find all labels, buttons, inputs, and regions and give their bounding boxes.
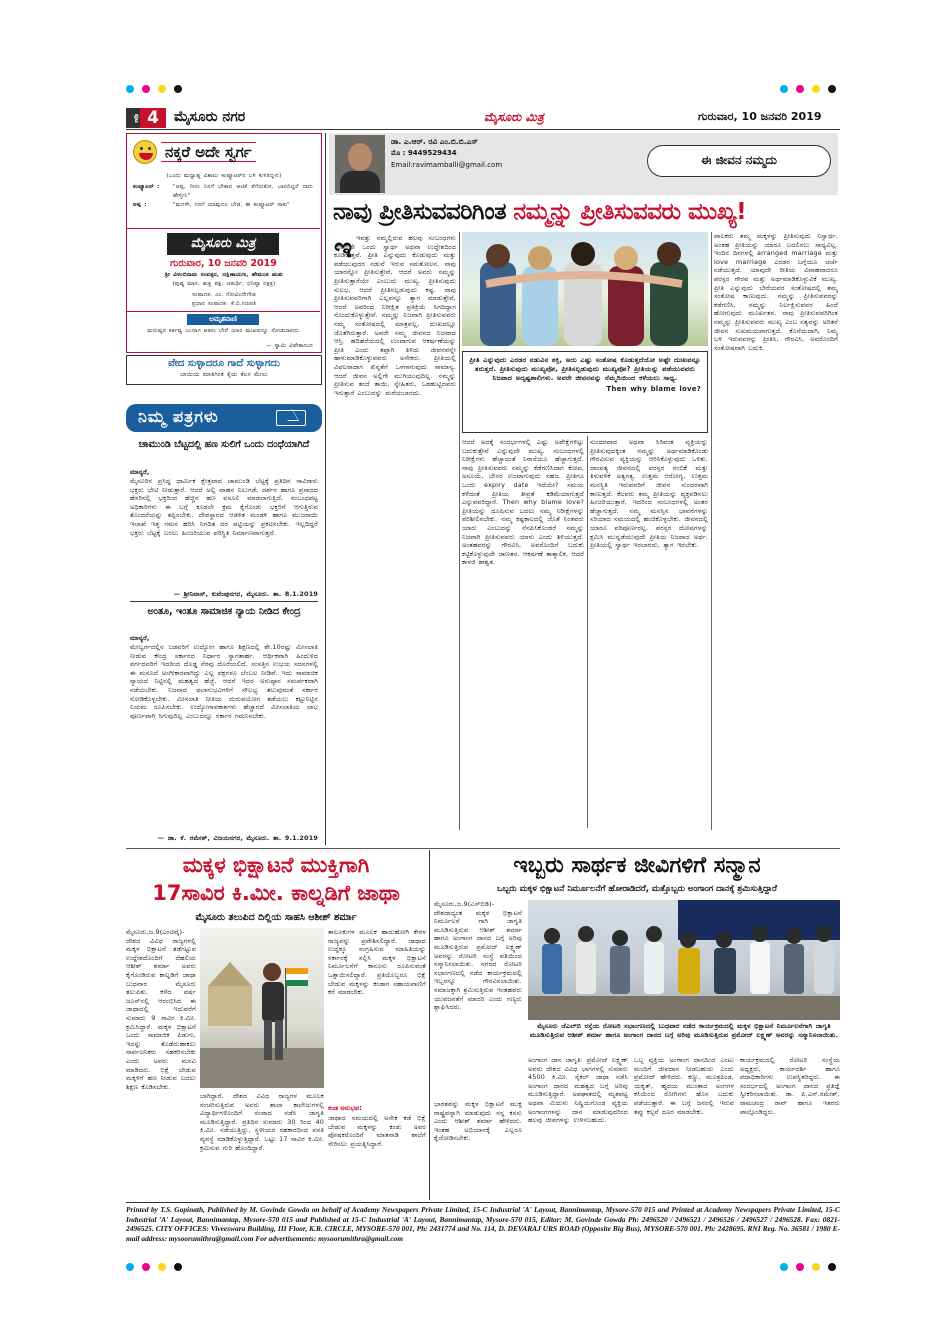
walker-photo [200,928,324,1088]
editor-line: ಸಂಪಾದಕ: ಎಂ. ಗೋವಿಂದೇಗೌಡ [192,292,256,298]
page-label: ಪುಟ [126,108,140,128]
column-series-badge: ಈ ಜೀವನ ನಮ್ಮದು [647,145,831,177]
felicitation-caption: ಮೈಸೂರು ಜೆಎಲ್‌ಬಿ ರಸ್ತೆಯ ರೋಟರಿ ಸಭಾಂಗಣದಲ್ಲಿ ಬುಧವಾರ ನಡೆದ ಕಾರ್ಯಕ್ರಮದಲ್ಲಿ ಮಕ್ಕಳ ಭಿಕ್ಷಾಟನೆ ನಿರ್ಮೂಲನೆಗಾಗಿ ಜಾಗೃತಿ ಮೂಡಿಸುತ್ತಿರುವ ಆಶೀಶ್ ಶರ್ಮಾ ಹಾಗೂ ಅಂಗಾಂಗ ದಾನದ ಬಗ್ಗೆ ಅರಿವು ಮೂಡಿಸುತ್ತಿರುವ ಪ್ರಮೋದ್ ಲಕ್ಷ್ಮಣ್ ಅವರನ್ನು ಸನ್ಮಾನಿಸಲಾಯಿತು. [529,1022,839,1039]
letter1-signature: — ಶ್ರೀನಿವಾಸ್, ಕುವೆಂಪುನಗರ, ಮೈಸೂರು. ತಾ. 8.1.2019 [173,590,318,598]
humour-line2: "ಮಗಳೇ, ನನಗೆ ಯಾವುದೂ ಬೇಡ, ಈ ಕಂಪ್ಯೂಟರ್ ಸಾಕು" [173,202,290,208]
column-body-2: ಆದರೆ ಅದಕ್ಕೆ ಸಂದರ್ಭಗಳಲ್ಲಿ ಎಷ್ಟು ಅಪೇಕ್ಷೆಗಳಿಟ್ಟು ಬದುಕುತ್ತೇವೆ ಎನ್ನುವುದೇ ಮುಖ್ಯ. ಸಂಬಂಧಗಳಲ್ಲಿ ನಿರೀಕ್ಷೆಗಳು ಹೆಚ್ಚಾದಂತೆ ನಿರಾಸೆಯೂ ಹೆಚ್ಚಾಗುತ್ತದೆ. ನಾವು ಪ್ರೀತಿಸುವವರು ನಮ್ಮನ್ನು ಕಡೆಗಣಿಸಿದಾಗ ಕೋಪ, ಅಸೂಯೆ, ಬೇಸರ ಉಂಟಾಗುವುದು ಸಹಜ. ಪ್ರೀತಿಗೂ ಒಂದು expiry date ಇದೆಯೇ? ಸಮಯ ಕಳೆದಂತೆ ಪ್ರೀತಿಯ ತೀವ್ರತೆ ಕಡಿಮೆಯಾಗುತ್ತದೆ ಎನ್ನುವವರಿದ್ದಾರೆ. Then why blame love? ಪ್ರೀತಿಯನ್ನು ದೂಷಿಸುವ ಬದಲು ನಮ್ಮ ನಿರೀಕ್ಷೆಗಳನ್ನು ಪರಿಶೀಲಿಸಬೇಕು. ನಮ್ಮ ಕಷ್ಟಕಾಲದಲ್ಲಿ ಜೊತೆ ನಿಂತವರು ಯಾರು ಎಂಬುದನ್ನು ನೆನಪಿಸಿಕೊಂಡರೆ ನಮ್ಮನ್ನು ನಿಜವಾಗಿ ಪ್ರೀತಿಸುವವರು ಯಾರು ಎಂದು ತಿಳಿಯುತ್ತದೆ. ಅಂತಹವರನ್ನು ಗೌರವಿಸಿ, ಅವರೊಂದಿಗೆ ಬದುಕು ಕಟ್ಟಿಕೊಳ್ಳುವುದೇ ಜಾಣತನ. ಆಕರ್ಷಣೆ ತಾತ್ಕಾಲಿಕ, ಆದರೆ ಕಾಳಜಿ ಶಾಶ್ವತ. [462,438,584,567]
highlight-english: Then why blame love? [606,385,701,393]
proverb-box [126,355,322,385]
letter2-salutation: ಮಾನ್ಯರೆ, [130,634,150,642]
story2-body-3: ಒಬ್ಬ ವ್ಯಕ್ತಿಯ ಅಂಗಾಂಗ ದಾನದಿಂದ ಎಂಟು ಮಂದಿಗೆ ಜೀವದಾನ ನೀಡಬಹುದು ಎಂದು ಪ್ರಮೋದ್ ಹೇಳಿದರು. ಕಣ್ಣು, ಮೂತ್ರಪಿಂಡ, ಯಕೃತ್, ಹೃದಯ ಮುಂತಾದ ಅಂಗಗಳ ಕಸಿಯಿಂದ ರೋಗಿಗಳು ಹೊಸ ಬದುಕು ಪಡೆಯುತ್ತಾರೆ. ಈ ಬಗ್ಗೆ ಜನರಲ್ಲಿ ಇರುವ ತಪ್ಪು ಕಲ್ಪನೆ ದೂರ ಮಾಡಬೇಕು. [634,1056,734,1116]
issue-date: ಗುರುವಾರ, 10 ಜನವರಿ 2019 [698,110,822,123]
column-headline [333,198,838,226]
letters-section [126,404,322,844]
story2-body-4: ಕಾರ್ಯಕ್ರಮದಲ್ಲಿ ರೋಟರಿ ಸಂಸ್ಥೆಯ ಅಧ್ಯಕ್ಷರು, ಕಾರ್ಯದರ್ಶಿ ಹಾಗೂ ಪದಾಧಿಕಾರಿಗಳು ಉಪಸ್ಥಿತರಿದ್ದರು. ಈ ಸಂದರ್ಭದಲ್ಲಿ ಅಂಗಾಂಗ ದಾನದ ಪ್ರತಿಜ್ಞೆ ಸ್ವೀಕರಿಸಲಾಯಿತು. ಡಾ. ಪಿ.ಎಸ್.ರಮೇಶ್, ರಾಮಚಂದ್ರ ರಾವ್ ಹಾಗೂ ಇತರರು ಪಾಲ್ಗೊಂಡಿದ್ದರು. [740,1056,840,1116]
paper-date: ಗುರುವಾರ, 10 ಜನವರಿ 2019 [170,258,277,269]
section-title: ಮೈಸೂರು ನಗರ [174,109,246,125]
registration-dots-top-right [780,85,836,93]
letter1-title: ಚಾಮುಂಡಿ ಬೆಟ್ಟದಲ್ಲಿ ಹಣ ಸುಲಿಗೆ ಒಂದು ದಂಧೆಯಾಗಿದೆ [138,439,310,450]
footer-imprint: Printed by T.S. Gopinath, Published by M. Govinde Gowda on behalf of Academy Newspapers Private Limited, 15-C Industrial 'A' Layout, Bannimantap, Mysore-570 015 and Printed at Academy Newspapers Private Limited, 15-C Industrial 'A' Layout, Bannimantap, Mysore-570 015 and Published at 15-C Industrial 'A' Layout, Bannimantap, Mysore-570 015, Editor: M. Govinde Gowda Ph: 2496520 / 2496521 / 2496526 / 2496527 / 2496528. Fax: 0821-2496525. CITY OFFICES: Viveeswara Building, III Floor, K.R. CIRCLE, MYSORE-570 001, Ph: 2431774 and No. 114, D. DEVARAJ URS ROAD (Opposite Big Bus), MYSORE-570 001. Ph: 2428695. RNI Reg. No. 36581 / 1980 E-mail address: mysoorumithra@gmail.com For advertisements: mysoorumithra@gmail.com [126,1205,840,1243]
story1-body-3: ತಾಲೂಕುಗಳ ಮೂಲಕ ಹಾದುಹೋಗಿ ಕೇರಳ ರಾಜ್ಯವನ್ನು ಪ್ರವೇಶಿಸಲಿದ್ದಾರೆ. ಜಾಥಾದ ಉದ್ದಕ್ಕೂ ಸಂಗ್ರಹಿಸುವ ಮಾಹಿತಿಯನ್ನು ಸರ್ಕಾರಕ್ಕೆ ಸಲ್ಲಿಸಿ ಮಕ್ಕಳ ಭಿಕ್ಷಾಟನೆ ನಿರ್ಮೂಲನೆಗೆ ಕಾನೂನು ರೂಪಿಸುವಂತೆ ಒತ್ತಾಯಿಸಲಿದ್ದಾರೆ. ಪ್ರತಿಯೊಬ್ಬರೂ ಭಿಕ್ಷೆ ಬೇಡುವ ಮಕ್ಕಳನ್ನು ಕಂಡಾಗ ಸಹಾಯವಾಣಿಗೆ ಕರೆ ಮಾಡಬೇಕು. [328,928,426,997]
author-name: ಡಾ. ಎ.ಆರ್. ರವಿ ಎಂ.ಬಿ.ಬಿ.ಎಸ್ [391,137,478,146]
felicitation-photo [528,900,840,1020]
laughing-face-icon [133,140,157,164]
humour-speaker1: ಕಂಪ್ಯೂಟರ್ : [133,184,160,190]
registration-dots-bottom-right [780,1263,836,1271]
letter2-body: ಮೇಲ್ವರ್ಗದಲ್ಲಿನ ಬಡವರಿಗೆ ಉದ್ಯೋಗ ಹಾಗೂ ಶಿಕ್ಷಣದಲ್ಲಿ ಶೇ.10ರಷ್ಟು ಮೀಸಲಾತಿ ನೀಡುವ ಕೇಂದ್ರ ಸರ್ಕಾರದ ನಿರ್ಧಾರ ಸ್ವಾಗತಾರ್ಹ. ಆರ್ಥಿಕವಾಗಿ ಹಿಂದುಳಿದ ವರ್ಗದವರಿಗೆ ಇದರಿಂದ ದೊಡ್ಡ ನೆರವು ದೊರೆಯಲಿದೆ. ಸಂಸತ್ತಿನ ಉಭಯ ಸದನಗಳಲ್ಲಿ ಈ ಮಸೂದೆ ಅಂಗೀಕಾರವಾಗಿದ್ದು ಎಲ್ಲ ಪಕ್ಷಗಳೂ ಬೆಂಬಲ ನೀಡಿವೆ. ಇದು ಸಾಮಾಜಿಕ ನ್ಯಾಯದ ನಿಟ್ಟಿನಲ್ಲಿ ಮಹತ್ವದ ಹೆಜ್ಜೆ. ಆದರೆ ಇದರ ಅನುಷ್ಠಾನ ಸಮರ್ಪಕವಾಗಿ ನಡೆಯಬೇಕು. ನಿಜವಾದ ಫಲಾನುಭವಿಗಳಿಗೆ ಸೌಲಭ್ಯ ತಲುಪುವಂತೆ ಸರ್ಕಾರ ನೋಡಿಕೊಳ್ಳಬೇಕು. ಮೀಸಲಾತಿ ನೀತಿಯ ದುರುಪಯೋಗ ತಡೆಯಲು ಕಟ್ಟುನಿಟ್ಟಿನ ನಿಯಮ ರೂಪಿಸಬೇಕು. ಉದ್ಯೋಗಾವಕಾಶಗಳು ಹೆಚ್ಚಾಗದೆ ಮೀಸಲಾತಿಯ ಲಾಭ ಪೂರ್ಣವಾಗಿ ಸಿಗುವುದಿಲ್ಲ ಎಂಬುದನ್ನೂ ಸರ್ಕಾರ ಗಮನಿಸಬೇಕು. [130,643,318,720]
headline-part1: ನಾವು ಪ್ರೀತಿಸುವವರಿಗಿಂತ [333,199,514,225]
page-number: 4 [140,108,166,128]
author-phone: ಮೊ : 9449529434 [391,149,457,157]
highlight-text: ಪ್ರೀತಿ ಎನ್ನುವುದು ಎರಡರ ನಡುವಿನ ಶಕ್ತಿ, ಅದು ಎಷ್ಟು ಸಂತೋಷ ಕೊಡುತ್ತದೆಯೋ ಅಷ್ಟೇ ದುಃಖವನ್ನೂ ತರುತ್ತದೆ. ಪ್ರೀತಿಸುವುದು ಮುಖ್ಯವೋ, ಪ್ರೀತಿಸಲ್ಪಡುವುದು ಮುಖ್ಯವೋ? ಪ್ರೀತಿಯನ್ನು ಪಡೆಯುವವರು ನಿಜವಾದ ಅದೃಷ್ಟಶಾಲಿಗಳು. ಅವರೇ ಜೀವನವನ್ನು ನೆಮ್ಮದಿಯಿಂದ ಕಳೆಯಲು ಸಾಧ್ಯ. [469,356,701,382]
page-masthead [126,106,840,130]
column-body-3: ಸುಂದರವಾದ ಅಥವಾ ಸಿರಿವಂತ ವ್ಯಕ್ತಿಯನ್ನು ಪ್ರೀತಿಸುವುದಕ್ಕಿಂತ ನಮ್ಮನ್ನು ಅರ್ಥಮಾಡಿಕೊಂಡು ಗೌರವಿಸುವ ವ್ಯಕ್ತಿಯನ್ನು ಆರಿಸಿಕೊಳ್ಳುವುದು ಒಳಿತು. ದಾಂಪತ್ಯ ಜೀವನದಲ್ಲಿ ಪರಸ್ಪರ ನಂಬಿಕೆ ಮತ್ತು ತಿಳುವಳಿಕೆ ಅತ್ಯಗತ್ಯ. ಉತ್ತಮ ಆರೋಗ್ಯ, ಉತ್ತಮ ಮನಸ್ಥಿತಿ ಇರುವವರಿಗೆ ಜೀವನ ಸುಂದರವಾಗಿ ಕಾಣುತ್ತದೆ. ಕೆಲವರು ತಮ್ಮ ಪ್ರೀತಿಯನ್ನು ವ್ಯಕ್ತಪಡಿಸಲು ಹಿಂಜರಿಯುತ್ತಾರೆ, ಇದರಿಂದ ಸಂಬಂಧಗಳಲ್ಲಿ ಅಂತರ ಹೆಚ್ಚಾಗುತ್ತದೆ. ನಮ್ಮ ಮನಸ್ಸಿನ ಭಾವನೆಗಳನ್ನು ಸರಿಯಾದ ಸಮಯದಲ್ಲಿ ಹಂಚಿಕೊಳ್ಳಬೇಕು. ಜೀವನದಲ್ಲಿ ಯಾರೂ ಪರಿಪೂರ್ಣರಲ್ಲ. ಪರಸ್ಪರ ದೋಷಗಳನ್ನು ಕ್ಷಮಿಸಿ ಮುನ್ನಡೆಯುವುದೇ ಪ್ರೀತಿಯ ನಿಜವಾದ ಅರ್ಥ. ಪ್ರೀತಿಯಲ್ಲಿ ಸ್ವಾರ್ಥ ಇರಬಾರದು, ತ್ಯಾಗ ಇರಬೇಕು. [590,438,708,550]
humour-subtitle: (ಒಂದು ಮಧ್ಯಾಹ್ನ ವಿಶಾಲು ಕಂಪ್ಯೂಟರ್‌ನ ಬಳಿ ಕುಳಿತಿದ್ದಳು) [166,173,282,179]
column-body-1: ಇವತ್ತು ನಮ್ಮಲ್ಲಿರುವ ಹಲವು ಸಂಬಂಧಗಳು ಯಾವುದೇ ಒಂದು ಸ್ವಾರ್ಥ ಅಥವಾ ಉದ್ದೇಶದಿಂದ ಕೂಡಿರುತ್ತವೆ. ಪ್ರೀತಿ ಎನ್ನುವುದು ಕೊಡುವುದು ಮತ್ತು ಪಡೆಯುವುದರ ನಡುವೆ ಇರುವ ಸಮತೋಲನ. ನಾವು ಯಾರನ್ನೋ ಪ್ರೀತಿಸುತ್ತೇವೆ, ಆದರೆ ಅವರು ನಮ್ಮನ್ನು ಪ್ರೀತಿಸುತ್ತಾರೆಯೇ ಎಂಬುದು ಮುಖ್ಯ. ಪ್ರೀತಿಸುವುದು ಸುಲಭ, ಆದರೆ ಪ್ರೀತಿಸಲ್ಪಡುವುದು ಕಷ್ಟ. ನಾವು ಪ್ರೀತಿಸುವವರಿಗಾಗಿ ಎಲ್ಲವನ್ನೂ ತ್ಯಾಗ ಮಾಡುತ್ತೇವೆ, ಆದರೆ ಅವರಿಂದ ನಿರೀಕ್ಷಿತ ಪ್ರತಿಕ್ರಿಯೆ ಸಿಗದಿದ್ದಾಗ ನೊಂದುಕೊಳ್ಳುತ್ತೇವೆ. ನಮ್ಮನ್ನು ನಿಜವಾಗಿ ಪ್ರೀತಿಸುವವರು ನಮ್ಮ ಸಂತೋಷದಲ್ಲಿ ಮಾತ್ರವಲ್ಲ, ದುಃಖದಲ್ಲೂ ಜೊತೆಗಿರುತ್ತಾರೆ. ಅವರೇ ನಮ್ಮ ಜೀವನದ ನಿಜವಾದ ಆಸ್ತಿ. ಹದಿಹರೆಯದಲ್ಲಿ ಉಂಟಾಗುವ ಆಕರ್ಷಣೆಯನ್ನು ಪ್ರೀತಿ ಎಂದು ತಪ್ಪಾಗಿ ತಿಳಿದು ಜೀವನವನ್ನೇ ಹಾಳುಮಾಡಿಕೊಳ್ಳುವವರು ಅನೇಕರು. ಪ್ರೀತಿಯಲ್ಲಿ ವಿಫಲರಾದಾಗ ಖಿನ್ನತೆಗೆ ಒಳಗಾಗುವುದು ಸಾಮಾನ್ಯ. ಆದರೆ ಜೀವನ ಅಲ್ಲಿಗೇ ಮುಗಿಯುವುದಿಲ್ಲ. ನಮ್ಮನ್ನು ಪ್ರೀತಿಸುವ ತಂದೆ ತಾಯಿ, ಸ್ನೇಹಿತರು, ಒಡಹುಟ್ಟಿದವರು ಇರುತ್ತಾರೆ ಎಂಬುದನ್ನು ಮರೆಯಬಾರದು. [334,234,456,397]
story1-subhead: ಮೈಸೂರು ತಲುಪಿದ ದಿಲ್ಲಿಯ ಸಾಹಸಿ ಆಶೀಶ್ ಶರ್ಮಾ [195,912,357,923]
sidebar-panel [126,133,322,353]
calendar-line2: (ಪುಷ್ಯ ಮಾಸ, ಶುಕ್ಲ ಪಕ್ಷ, ಚತುರ್ಥಿ, ಧನಿಷ್ಠಾ ನಕ್ಷತ್ರ) [172,281,276,287]
story1-headline-line2: 17ಸಾವಿರ ಕಿ.ಮೀ. ಕಾಲ್ನಡಿಗೆ ಜಾಥಾ [152,881,400,905]
envelope-icon [276,410,306,426]
story1-headline-line1: ಮಕ್ಕಳ ಭಿಕ್ಷಾಟನೆ ಮುಕ್ತಿಗಾಗಿ [182,853,370,877]
story1-body-1: ಮೈಸೂರು,ಜ.9(ಎಂಟಿವೈ)- ದೇಶದ ವಿವಿಧ ರಾಜ್ಯಗಳಲ್ಲಿ ಮಕ್ಕಳ ಭಿಕ್ಷಾಟನೆ ತಡೆಗಟ್ಟುವ ಉದ್ದೇಶದೊಂದಿಗೆ ದೆಹಲಿಯ ಆಶೀಶ್ ಶರ್ಮಾ ಅವರು ಕೈಗೊಂಡಿರುವ ಕಾಲ್ನಡಿಗೆ ಜಾಥಾ ಬುಧವಾರ ಮೈಸೂರು ತಲುಪಿತು. ಕಳೆದ ವರ್ಷ ಜೂನ್‌ನಲ್ಲಿ ಆರಂಭಿಸಿದ ಈ ಜಾಥಾದಲ್ಲಿ ಇದುವರೆಗೆ ಸುಮಾರು 9 ಸಾವಿರ ಕಿ.ಮೀ. ಕ್ರಮಿಸಿದ್ದಾರೆ. ಮಕ್ಕಳ ಭಿಕ್ಷಾಟನೆ ಒಂದು ಸಾಮಾಜಿಕ ಪಿಡುಗು, ಇದನ್ನು ತೊಡೆದುಹಾಕಲು ಸಾರ್ವಜನಿಕರು ಸಹಕರಿಸಬೇಕು ಎಂದು ಅವರು ಮನವಿ ಮಾಡಿದರು. ಭಿಕ್ಷೆ ಬೇಡುವ ಮಕ್ಕಳಿಗೆ ಹಣ ನೀಡುವ ಬದಲು ಶಿಕ್ಷಣ ಕೊಡಿಸಬೇಕು. [126,928,196,1091]
story1-body-2: ಬಾಗಿದ್ದಾರೆ. ದೇಶದ ವಿವಿಧ ರಾಜ್ಯಗಳ ಮೂಲಕ ಸಂಚರಿಸುತ್ತಿರುವ ಅವರು ಶಾಲಾ ಕಾಲೇಜುಗಳಲ್ಲಿ ವಿದ್ಯಾರ್ಥಿಗಳೊಂದಿಗೆ ಸಂವಾದ ನಡೆಸಿ ಜಾಗೃತಿ ಮೂಡಿಸುತ್ತಿದ್ದಾರೆ. ಪ್ರತಿದಿನ ಸುಮಾರು 30 ರಿಂದ 40 ಕಿ.ಮೀ. ನಡೆಯುತ್ತಿದ್ದು, ಸ್ಥಳೀಯರ ಸಹಕಾರದಿಂದ ವಸತಿ ವ್ಯವಸ್ಥೆ ಮಾಡಿಕೊಳ್ಳುತ್ತಿದ್ದಾರೆ. ಒಟ್ಟು 17 ಸಾವಿರ ಕಿ.ಮೀ. ಕ್ರಮಿಸುವ ಗುರಿ ಹೊಂದಿದ್ದಾರೆ. [200,1092,324,1152]
paper-logo: ಮೈಸೂರು ಮಿತ್ರ [167,233,279,255]
paper-name: ಮೈಸೂರು ಮಿತ್ರ [484,110,544,124]
humour-title: ನಕ್ಕರೆ ಅದೇ ಸ್ವರ್ಗ [161,142,256,162]
headline-part2: ನಮ್ಮನ್ನು ಪ್ರೀತಿಸುವವರು ಮುಖ್ಯ! [513,199,747,225]
quote-title: ಅಮೃತವಾಣಿ [187,314,259,325]
quote-author: — ಸ್ವಾಮಿ ವಿವೇಕಾನಂದ [265,343,313,349]
column-body-4: ಪಾಲಕರು ತಮ್ಮ ಮಕ್ಕಳನ್ನು ಪ್ರೀತಿಸುವುದು ನಿಸ್ವಾರ್ಥ. ಅಂತಹ ಪ್ರೀತಿಯನ್ನು ಯಾರೂ ಬದಲಿಸಲು ಸಾಧ್ಯವಿಲ್ಲ. ಇಂದಿನ ದಿನಗಳಲ್ಲಿ arranged marriage ಮತ್ತು love marriage ಎರಡರ ಬಗ್ಗೆಯೂ ಚರ್ಚೆ ನಡೆಯುತ್ತದೆ. ಯಾವುದೇ ರೀತಿಯ ವಿವಾಹವಾದರೂ ಪರಸ್ಪರ ಗೌರವ ಮತ್ತು ಅರ್ಥಮಾಡಿಕೊಳ್ಳುವಿಕೆ ಮುಖ್ಯ. ಪ್ರೀತಿ ಎನ್ನುವುದು ಬೇರೆಯವರ ಸಂತೋಷದಲ್ಲಿ ತಮ್ಮ ಸಂತೋಷ ಕಾಣುವುದು. ನಮ್ಮನ್ನು ಪ್ರೀತಿಸುವವರನ್ನು ಕಡೆಗಣಿಸಿ, ನಮ್ಮನ್ನು ನಿರ್ಲಕ್ಷಿಸುವವರ ಹಿಂದೆ ಹೋಗುವುದು ಮೂರ್ಖತನ. ನಾವು ಪ್ರೀತಿಸುವವರಿಗಿಂತ ನಮ್ಮನ್ನು ಪ್ರೀತಿಸುವವರು ಮುಖ್ಯ ಎಂಬ ಸತ್ಯವನ್ನು ಅರಿತರೆ ಜೀವನ ಸುಖಮಯವಾಗುತ್ತದೆ. ಕೊನೆಯದಾಗಿ, ನಿಮ್ಮ ಬಳಿ ಇರುವವರನ್ನು ಪ್ರೀತಿಸಿ, ಗೌರವಿಸಿ, ಅವರೊಂದಿಗೆ ಸಂತೋಷವಾಗಿ ಬದುಕಿ. [714,232,838,352]
story2-body-1: ಮೈಸೂರು,ಜ.9(ಎಸ್‌ಬಿಡಿ)- ದೇಶದಾದ್ಯಂತ ಮಕ್ಕಳ ಭಿಕ್ಷಾಟನೆ ನಿರ್ಮೂಲನೆ ಗಾಗಿ ಜಾಗೃತಿ ಮೂಡಿಸುತ್ತಿರುವ ಆಶೀಶ್ ಶರ್ಮಾ ಹಾಗೂ ಅಂಗಾಂಗ ದಾನದ ಬಗ್ಗೆ ಅರಿವು ಮೂಡಿಸುತ್ತಿರುವ ಪ್ರಮೋದ್ ಲಕ್ಷ್ಮಣ್ ಅವರನ್ನು ರೋಟರಿ ಸಂಸ್ಥೆ ವತಿಯಿಂದ ಸನ್ಮಾನಿಸಲಾಯಿತು. ನಗರದ ರೋಟರಿ ಸಭಾಂಗಣದಲ್ಲಿ ನಡೆದ ಕಾರ್ಯಕ್ರಮದಲ್ಲಿ ಇಬ್ಬರನ್ನೂ ಗೌರವಿಸಲಾಯಿತು. ಸಮಾಜಕ್ಕಾಗಿ ಶ್ರಮಿಸುತ್ತಿರುವ ಇಂತಹವರು ಯುವಜನತೆಗೆ ಮಾದರಿ ಎಂದು ಗಣ್ಯರು ಶ್ಲಾಘಿಸಿದರು. [434,900,522,1012]
registration-dots-bottom-left [126,1263,182,1271]
proverb-text: ಬಾಯಿಯ ಮಾತಿಗಿಂತ ಕೈಯ ಕೆಲಸ ಮೇಲು [180,371,268,378]
quote-text: ಮನುಷ್ಯನ ಕರ್ತವ್ಯ ಬಂದಾಗ ಆತನು ಬೇರೆ ಯಾರ ಮುಖವನ್ನೂ ನೋಡಬಾರದು. [147,328,301,334]
drop-cap: ಇ [334,231,353,264]
letter1-salutation: ಮಾನ್ಯರೆ, [130,468,150,476]
letters-title: ನಿಮ್ಮ ಪತ್ರಗಳು [138,407,219,426]
story1-body-3b: ಜಾಥಾದ ಸಮಯದಲ್ಲಿ ಅನೇಕ ಕಡೆ ಭಿಕ್ಷೆ ಬೇಡುವ ಮಕ್ಕಳನ್ನು ಕಂಡು ಅವರ ಪೋಷಕರೊಂದಿಗೆ ಮಾತನಾಡಿ ಶಾಲೆಗೆ ಸೇರಿಸಲು ಪ್ರಯತ್ನಿಸಿದ್ದಾರೆ. [328,1114,426,1148]
registration-dots-top-left [126,85,182,93]
humour-speaker2: ಅಪ್ಪ : [133,202,147,208]
calendar-line1: ಶ್ರೀ ವಿಳಂಬಿನಾಮ ಸಂವತ್ಸರ, ದಕ್ಷಿಣಾಯಣ, ಹೇಮಂತ ಋತು [164,272,284,278]
author-email: Email:ravimamballi@gmail.com [391,161,503,169]
story2-body-2: ಅಂಗಾಂಗ ದಾನ ಜಾಗೃತಿ: ಪ್ರಮೋದ್ ಲಕ್ಷ್ಮಣ್ ಅವರು ದೇಶದ ವಿವಿಧ ಭಾಗಗಳಲ್ಲಿ ಸುಮಾರು 4500 ಕಿ.ಮೀ. ಸೈಕಲ್ ಜಾಥಾ ನಡೆಸಿ ಅಂಗಾಂಗ ದಾನದ ಮಹತ್ವದ ಬಗ್ಗೆ ಅರಿವು ಮೂಡಿಸುತ್ತಿದ್ದಾರೆ. ಅಪಘಾತದಲ್ಲಿ ಮೃತಪಟ್ಟ ಅಥವಾ ಮಿದುಳು ನಿಷ್ಕ್ರಿಯಗೊಂಡ ವ್ಯಕ್ತಿಯ ಅಂಗಾಂಗಗಳನ್ನು ದಾನ ಮಾಡುವುದರಿಂದ ಹಲವು ಜೀವಗಳನ್ನು ಉಳಿಸಬಹುದು. [528,1056,628,1125]
author-photo [335,135,385,193]
story1-body-4: ಭಾರತವನ್ನು ಮಕ್ಕಳ ಭಿಕ್ಷಾಟನೆ ಮುಕ್ತ ರಾಷ್ಟ್ರವನ್ನಾಗಿ ಮಾಡುವುದು ನನ್ನ ಕನಸು ಎಂದು ಆಶೀಶ್ ಶರ್ಮಾ ಹೇಳಿದರು. ಇಂತಹ ಅಭಿಯಾನಕ್ಕೆ ಎಲ್ಲರೂ ಕೈಜೋಡಿಸಬೇಕು. [434,1100,522,1143]
letter1-body: ಮೈಸೂರಿನ ಪ್ರಸಿದ್ಧ ಧಾರ್ಮಿಕ ಕ್ಷೇತ್ರವಾದ ಚಾಮುಂಡಿ ಬೆಟ್ಟಕ್ಕೆ ಪ್ರತಿದಿನ ಸಾವಿರಾರು ಭಕ್ತರು ಭೇಟಿ ನೀಡುತ್ತಾರೆ. ಆದರೆ ಅಲ್ಲಿ ವಾಹನ ನಿಲುಗಡೆ, ದರ್ಶನ ಹಾಗೂ ಪ್ರಸಾದದ ಹೆಸರಿನಲ್ಲಿ ಭಕ್ತರಿಂದ ಹೆಚ್ಚಿನ ಹಣ ವಸೂಲಿ ಮಾಡಲಾಗುತ್ತಿದೆ. ಸಂಬಂಧಪಟ್ಟ ಅಧಿಕಾರಿಗಳು ಈ ಬಗ್ಗೆ ಕೂಡಲೇ ಕ್ರಮ ಕೈಗೊಂಡು ಭಕ್ತರಿಗೆ ಆಗುತ್ತಿರುವ ತೊಂದರೆಯನ್ನು ತಪ್ಪಿಸಬೇಕು. ದೇವಸ್ಥಾನದ ಆಡಳಿತ ಮಂಡಳಿ ಹಾಗೂ ಮುಜರಾಯಿ ಇಲಾಖೆ ಇತ್ತ ಗಮನ ಹರಿಸಿ ನಿಗದಿತ ದರ ಪಟ್ಟಿಯನ್ನು ಪ್ರಕಟಿಸಬೇಕು. ಇಲ್ಲದಿದ್ದರೆ ಭಕ್ತರು ಬೆಟ್ಟಕ್ಕೆ ಬರಲು ಹಿಂಜರಿಯುವ ಪರಿಸ್ಥಿತಿ ನಿರ್ಮಾಣವಾಗುತ್ತದೆ. [130,477,318,537]
story2-headline: ಇಬ್ಬರು ಸಾರ್ಥಕ ಜೀವಿಗಳಿಗೆ ಸನ್ಮಾನ [513,853,761,878]
story2-subhead: ಒಬ್ಬರು ಮಕ್ಕಳ ಭಿಕ್ಷಾಟನೆ ನಿರ್ಮೂಲನೆಗೆ ಹೋರಾಡಿದರೆ, ಮತ್ತೊಬ್ಬರು ಅಂಗಾಂಗ ದಾನಕ್ಕೆ ಶ್ರಮಿಸುತ್ತಿದ್ದಾರೆ [497,884,777,894]
highlight-quote-box [462,351,708,433]
column-header [329,133,838,195]
proverb-title: ವೇದ ಸುಳ್ಳಾದರೂ ಗಾದೆ ಸುಳ್ಳಾಗದು [168,358,280,369]
story1-subheading: ಕಂಡ ಅನುಭವ: [328,1104,362,1112]
managing-editor-line: ಪ್ರಧಾನ ಸಂಪಾದಕ: ಕೆ.ಬಿ.ಗಣಪತಿ [191,301,257,307]
letter2-signature: — ಡಾ. ಕೆ. ರಮೇಶ್, ವಿಜಯನಗರ, ಮೈಸೂರು. ತಾ. 9.1.2019 [157,834,318,842]
humour-line1: "ಅಪ್ಪ, ನೀನು ನಿನಗೆ ಬೇಕಾದ ಆಟಿಕೆ ತೆಗೆದುಕೋ, ಬಾರದಿದ್ದರೆ ನಾನು ಹೇಳ್ತೀನಿ" [173,184,313,199]
letter2-title: ಅಂತೂ, ಇಂತೂ ಸಾಮಾಜಿಕ ನ್ಯಾಯ ನೀಡಿದ ಕೇಂದ್ರ [147,606,301,617]
letters-banner [126,404,322,432]
friends-hugging-photo [462,232,708,346]
humour-header [131,140,317,168]
